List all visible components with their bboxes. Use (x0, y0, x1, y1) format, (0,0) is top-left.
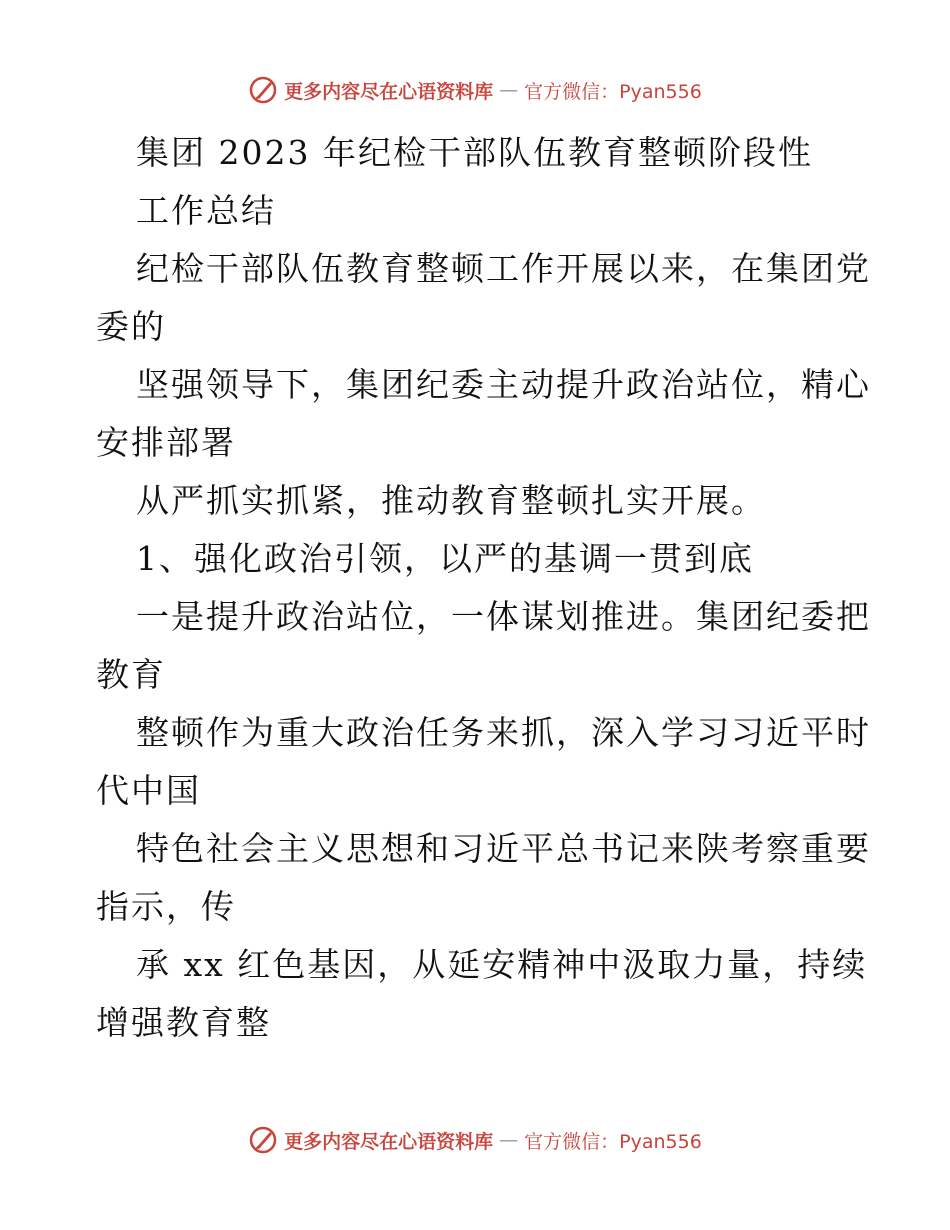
paragraph-line: 从严抓实抓紧，推动教育整顿扎实开展。 (136, 481, 766, 520)
paragraph-line: 纪检干部队伍教育整顿工作开展以来，在集团党 (136, 249, 871, 288)
paragraph-line: 坚强领导下，集团纪委主动提升政治站位，精心 (136, 365, 871, 404)
watermark-wechat: 官方微信：Pyan556 (524, 80, 702, 103)
watermark-text: 更多内容尽在心语资料库 (284, 80, 494, 103)
watermark-separator: — (499, 1129, 519, 1151)
paragraph-line: 特色社会主义思想和习近平总书记来陕考察重要 (136, 829, 871, 868)
quill-logo-icon (248, 75, 278, 105)
document-body (96, 124, 871, 1052)
paragraph-line: 安排部署 (96, 423, 236, 462)
paragraph-line: 承 xx 红色基因，从延安精神中汲取力量，持续 (136, 945, 868, 984)
paragraph-line: 整顿作为重大政治任务来抓，深入学习习近平时 (136, 713, 871, 752)
watermark-separator: — (499, 79, 519, 101)
paragraph-line: 指示，传 (96, 887, 236, 926)
paragraph-line: 代中国 (96, 771, 201, 810)
section-heading: 1、强化政治引领，以严的基调一贯到底 (136, 539, 754, 578)
watermark-wechat: 官方微信：Pyan556 (524, 1130, 702, 1153)
paragraph-line: 教育 (96, 655, 166, 694)
paragraph-line: 委的 (96, 307, 166, 346)
quill-logo-icon (248, 1125, 278, 1155)
watermark-text: 更多内容尽在心语资料库 (284, 1130, 494, 1153)
footer-watermark-banner (0, 1120, 950, 1160)
header-watermark-banner (0, 70, 950, 110)
document-title-continued: 工作总结 (136, 191, 276, 230)
paragraph-line: 一是提升政治站位，一体谋划推进。集团纪委把 (136, 597, 871, 636)
paragraph-line: 增强教育整 (96, 1003, 271, 1042)
document-title: 集团 2023 年纪检干部队伍教育整顿阶段性 (136, 133, 813, 172)
